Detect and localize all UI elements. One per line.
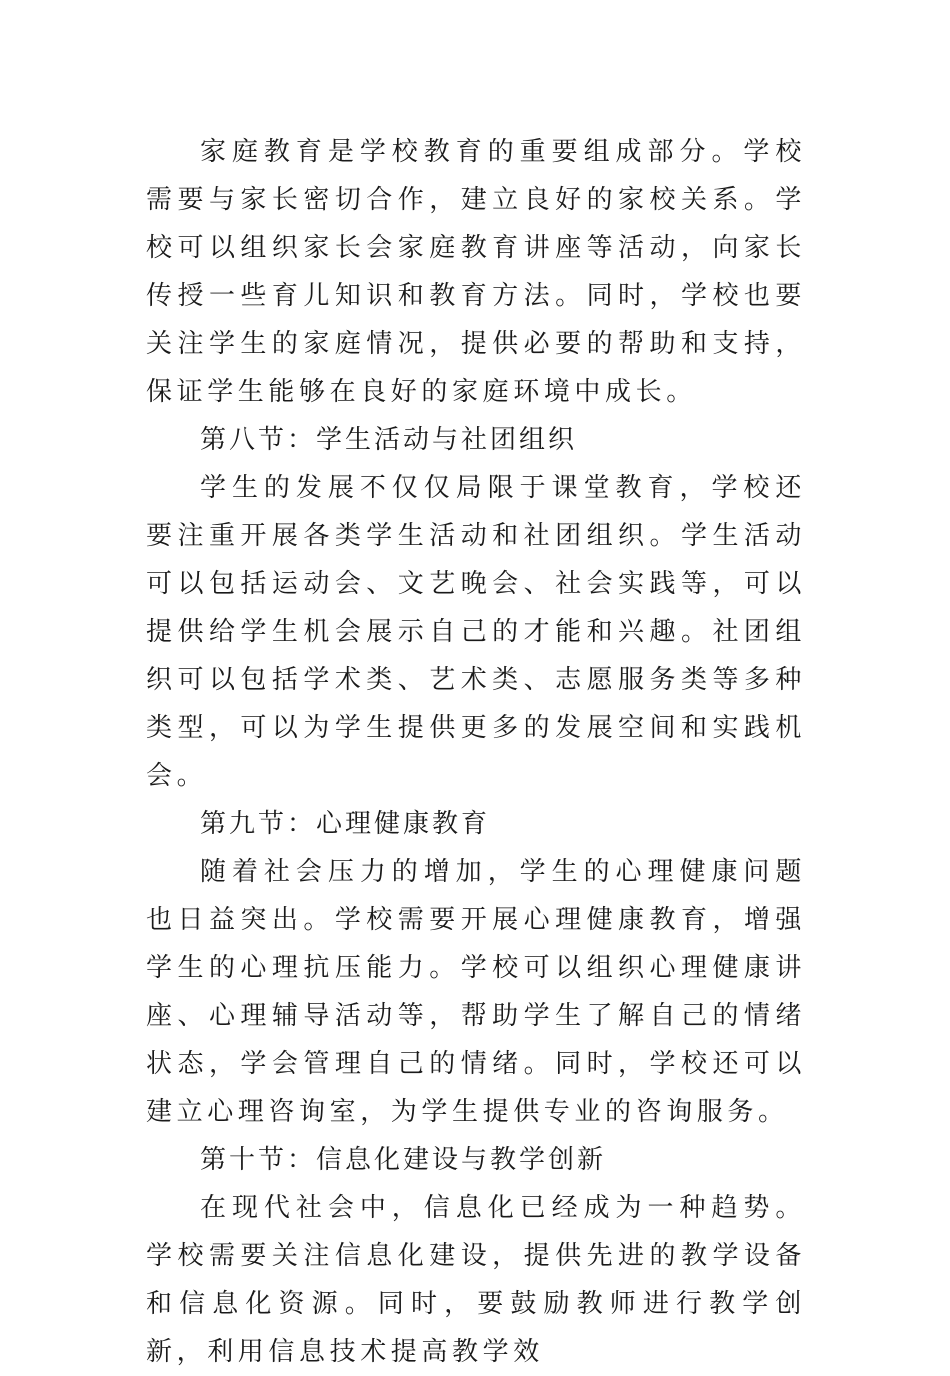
paragraph-mental-health: 随着社会压力的增加，学生的心理健康问题也日益突出。学校需要开展心理健康教育，增强学生的心理抗压能力。学校可以组织心理健康讲座、心理辅导活动等，帮助学生了解自己的情绪状态，学会管理自己的情绪。同时，学校还可以建立心理咨询室，为学生提供专业的咨询服务。 [146,857,806,1127]
paragraph-family-education: 家庭教育是学校教育的重要组成部分。学校需要与家长密切合作，建立良好的家校关系。学校可以组织家长会家庭教育讲座等活动，向家长传授一些育儿知识和教育方法。同时，学校也要关注学生的家庭情况，提供必要的帮助和支持，保证学生能够在良好的家庭环境中成长。 [146,137,806,407]
section-heading-9: 第九节：心理健康教育 [200,809,491,839]
section-heading-10: 第十节：信息化建设与教学创新 [200,1145,607,1175]
paragraph-informatization: 在现代社会中，信息化已经成为一种趋势。学校需要关注信息化建设，提供先进的教学设备和信息化资源。同时，要鼓励教师进行教学创新，利用信息技术提高教学效 [146,1193,806,1367]
document-body [146,128,806,1376]
section-heading-8: 第八节：学生活动与社团组织 [200,425,578,455]
paragraph-student-activities: 学生的发展不仅仅局限于课堂教育，学校还要注重开展各类学生活动和社团组织。学生活动可以包括运动会、文艺晚会、社会实践等，可以提供给学生机会展示自己的才能和兴趣。社团组织可以包括学术类、艺术类、志愿服务类等多种类型，可以为学生提供更多的发展空间和实践机会。 [146,473,806,791]
